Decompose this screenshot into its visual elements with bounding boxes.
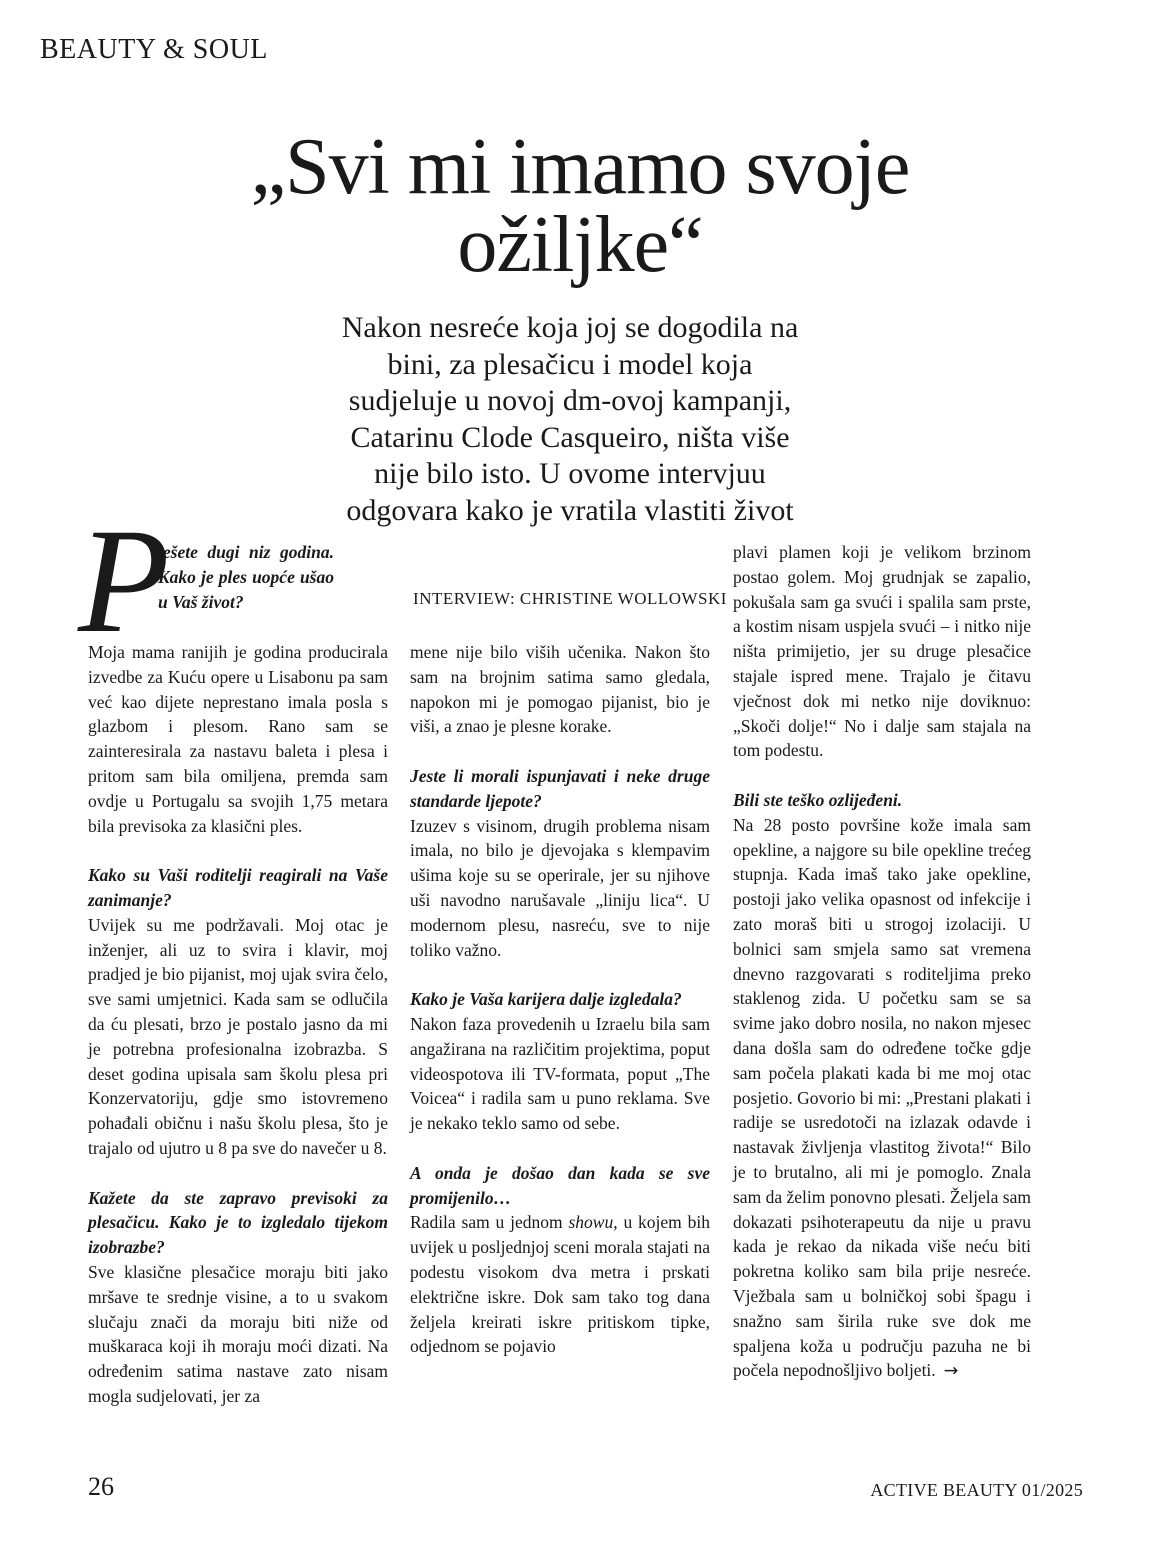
answer-paragraph: Na 28 posto površine kože imala sam opekline, a najgore su bile opekline trećeg stupnja. Kada imaš tako jake opekline, postoji jako velika opasnost od infekcije i zato moraš biti u strogoj izolaciji. U bolnici sam smjela samo sat vremena dnevno razgovarati s roditeljima preko staklenog zida. U početku sam se sa svime jako dobro nosila, no nakon mjesec dana došla sam do određene točke gdje sam počela plakati kada bi me moj otac posjetio. Govorio bi mi: „Prestani plakati i radije se usredotoči na izlazak odavde i nastavak življenja vlastitog života!“ Bilo je to brutalno, ali mi je pomoglo. Znala sam da želim ponovno plesati. Željela sam dokazati psihoterapeutu da nije u pravu kada je rekao da nikada više neću biti pokretna koliko sam bila prije nesreće. Vježbala sam u bolničkoj sobi špagu i snažno sam širila ruke sve dok me spaljena koža u području pazuha ne bi počela nepodnošljivo boljeti. →	[733, 814, 1031, 1382]
headline: „Svi mi imamo svoje ožiljke“	[250, 123, 910, 289]
section-label: BEAUTY & SOUL	[40, 34, 268, 65]
answer-paragraph: Izuzev s visinom, drugih problema nisam imala, no bilo je djevojaka s klempavim ušima koje su se operirale, jer su njihove uši navodno narušavale „liniju lica“. U modernom plesu, nasreću, sve to nije toliko važno.	[410, 815, 710, 960]
answer-paragraph: Moja mama ranijih je godina producirala izvedbe za Kuću opere u Lisabonu pa sam već kao dijete neprestano imala posla s glazbom i plesom. Rano sam se zainteresirala za nastavu baleta i plesa i pritom sam bila omiljena, premda sam ovdje u Portugalu sa svojih 1,75 metara bila previsoka za klasični ples.	[88, 642, 388, 836]
byline: INTERVIEW: CHRISTINE WOLLOWSKI	[413, 589, 727, 608]
article-column-1	[88, 640, 388, 1409]
article-column-3	[733, 540, 1031, 1384]
continue-arrow-icon: →	[943, 1361, 959, 1382]
question-heading: Kako je Vaša karijera dalje izgledala?	[410, 989, 682, 1010]
answer-paragraph: mene nije bilo viših učenika. Nakon što sam na brojnim satima samo gledala, napokon mi je pomogao pijanist, bio je viši, a znao je plesne korake.	[410, 642, 710, 737]
magazine-issue: ACTIVE BEAUTY 01/2025	[870, 1480, 1083, 1500]
question-heading: A onda je došao dan kada se sve promijenilo…	[410, 1162, 710, 1208]
page-number: 26	[88, 1472, 114, 1501]
answer-paragraph: Sve klasične plesačice moraju biti jako mršave te srednje visine, a to u svakom slučaju znači da moraju biti niže od muškaraca koji ih moraju moći dizati. Na određenim satima nastave zato nisam mogla sudjelovati, jer za	[88, 1261, 388, 1406]
intro-question: lešete dugi niz godina. Kako je ples uopće ušao u Vaš život?	[158, 542, 334, 612]
italic-word: showu	[568, 1212, 614, 1233]
question-heading: Jeste li morali ispunjavati i neke druge standarde ljepote?	[410, 765, 710, 811]
answer-paragraph: Radila sam u jednom showu, u kojem bih uvijek u posljednjoj sceni morala stajati na podestu visokom dva metra i prskati električne iskre. Dok sam tako tog dana željela kreirati iskre pritiskom tipke, odjednom se pojavio	[410, 1212, 710, 1357]
question-heading: Bili ste teško ozlijeđeni.	[733, 789, 903, 810]
answer-paragraph: Nakon faza provedenih u Izraelu bila sam angažirana na različitim projektima, poput videospotova ili TV-formata, poput „The Voicea“ i radila sam u puno reklama. Sve je nekako teklo samo od sebe.	[410, 1013, 710, 1134]
answer-paragraph: Uvijek su me podržavali. Moj otac je inženjer, ali uz to svira i klavir, moj pradjed je bio pijanist, moj ujak svira čelo, sve sami umjetnici. Kada sam se odlučila da ću plesati, brzo je postalo jasno da mi je potrebna profesionalna izobrazba. S deset godina upisala sam školu plesa pri Konzervatoriju, gdje smo istovremeno pohađali običnu i našu školu plesa, što je trajalo od ujutro u 8 pa sve do navečer u 8.	[88, 914, 388, 1158]
question-heading: Kako su Vaši roditelji reagirali na Vaše zanimanje?	[88, 865, 388, 910]
answer-paragraph: plavi plamen koji je velikom brzinom postao golem. Moj grudnjak se zapalio, pokušala sam ga svući i spalila sam prste, a kostim nisam uspjela svući – i nitko nije ništa primijetio, jer su druge plesačice stajale ispred mene. Trajalo je čitavu vječnost dok mi netko nije doviknuo: „Skoči dolje!“ No i dalje sam stajala na tom podestu.	[733, 542, 1031, 761]
deck: Nakon nesreće koja joj se dogodila na bini, za plesačicu i model koja sudjeluje u novoj dm-ovoj kampanji, Catarinu Clode Casqueiro, ništa više nije bilo isto. U ovome intervjuu odgovara kako je vratila vlastiti život	[341, 311, 799, 527]
question-heading: Kažete da ste zapravo previsoki za plesačicu. Kako je to izgledalo tijekom izobrazbe?	[88, 1187, 388, 1258]
dropcap: P	[78, 498, 170, 664]
article-column-2	[410, 640, 710, 1359]
